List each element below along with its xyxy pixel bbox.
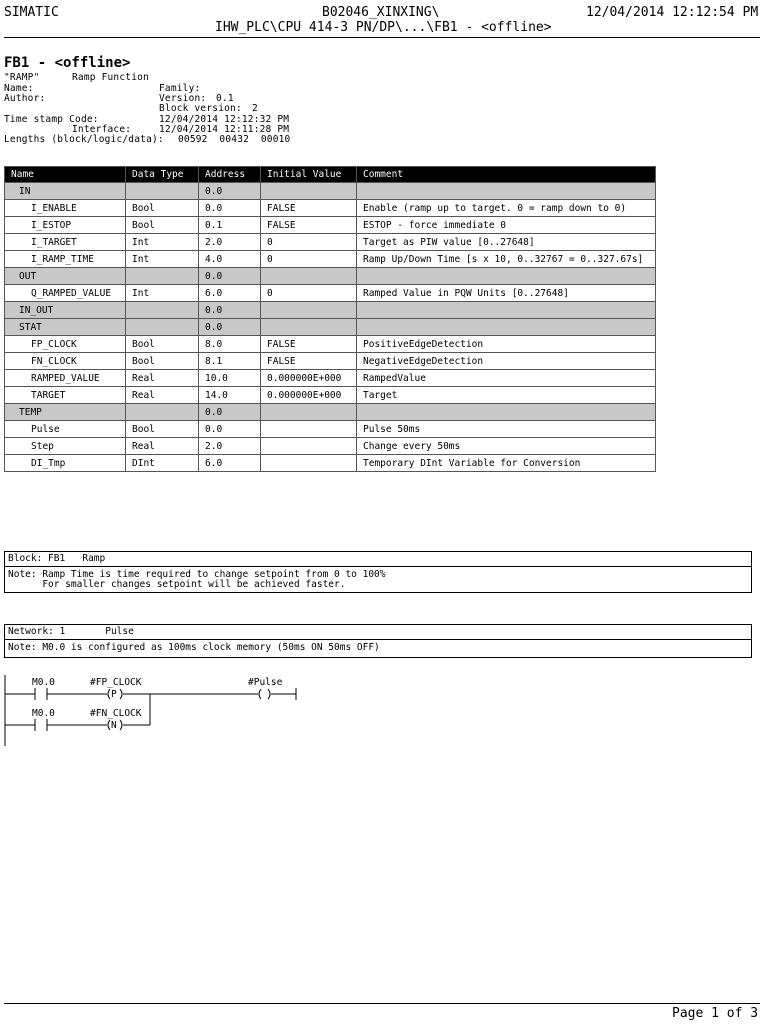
cell-type: Int	[126, 234, 199, 251]
table-row	[5, 455, 656, 472]
cell-initial-value: FALSE	[261, 217, 357, 234]
cell-type: Int	[126, 251, 199, 268]
cell-initial-value: FALSE	[261, 200, 357, 217]
table-row	[5, 336, 656, 353]
cell-initial-value: FALSE	[261, 353, 357, 370]
cell-initial-value	[261, 183, 357, 200]
cell-initial-value: 0	[261, 285, 357, 302]
family-label: Family:	[159, 83, 201, 94]
cell-name: TARGET	[5, 387, 126, 404]
cell-type: Real	[126, 387, 199, 404]
lengths-value: 00592 00432 00010	[178, 134, 291, 145]
pulse-coil-label: #Pulse	[248, 677, 283, 688]
cell-address: 0.0	[199, 268, 261, 285]
cell-address: 0.0	[199, 200, 261, 217]
cell-initial-value: 0	[261, 251, 357, 268]
lengths-label: Lengths (block/logic/data):	[4, 134, 164, 145]
col-type-header: Data Type	[126, 167, 199, 183]
cell-comment: PositiveEdgeDetection	[357, 336, 656, 353]
cell-type	[126, 302, 199, 319]
section-row	[5, 319, 656, 336]
cell-comment: NegativeEdgeDetection	[357, 353, 656, 370]
cell-address: 2.0	[199, 234, 261, 251]
cell-type: Bool	[126, 421, 199, 438]
timestamp-interface-value: 12/04/2014 12:11:28 PM	[159, 124, 290, 135]
cell-comment: Pulse 50ms	[357, 421, 656, 438]
cell-address: 0.1	[199, 217, 261, 234]
cell-comment: Target as PIW value [0..27648]	[357, 234, 656, 251]
cell-initial-value: 0.000000E+000	[261, 370, 357, 387]
cell-address: 8.1	[199, 353, 261, 370]
block-symbol: "RAMP"	[4, 72, 40, 83]
cell-initial-value	[261, 319, 357, 336]
table-row	[5, 370, 656, 387]
table-row	[5, 285, 656, 302]
col-address-header: Address	[199, 167, 261, 183]
declaration-body	[5, 183, 656, 472]
cell-name: RAMPED_VALUE	[5, 370, 126, 387]
section-row	[5, 302, 656, 319]
cell-type	[126, 183, 199, 200]
cell-comment	[357, 302, 656, 319]
header-rule	[4, 37, 760, 38]
cell-name: OUT	[5, 268, 126, 285]
cell-name: I_ESTOP	[5, 217, 126, 234]
cell-address: 14.0	[199, 387, 261, 404]
cell-comment: Ramped Value in PQW Units [0..27648]	[357, 285, 656, 302]
cell-comment: Temporary DInt Variable for Conversion	[357, 455, 656, 472]
block-note-line2: For smaller changes setpoint will be achieved faster.	[8, 579, 346, 590]
cell-comment	[357, 183, 656, 200]
cell-type	[126, 268, 199, 285]
table-header-row	[5, 167, 656, 183]
cell-name: Pulse	[5, 421, 126, 438]
section-row	[5, 404, 656, 421]
cell-name: IN	[5, 183, 126, 200]
cell-initial-value	[261, 438, 357, 455]
cell-name: STAT	[5, 319, 126, 336]
pulse-coil	[259, 689, 270, 699]
cell-name: IN_OUT	[5, 302, 126, 319]
cell-comment: Enable (ramp up to target. 0 = ramp down to 0)	[357, 200, 656, 217]
cell-type: Int	[126, 285, 199, 302]
block-version-value: 2	[252, 103, 258, 114]
block-note-title: Block: FB1 Ramp	[5, 552, 751, 567]
contact1-label: M0.0	[32, 677, 55, 688]
table-row	[5, 387, 656, 404]
block-note-box	[4, 551, 752, 593]
contact-m0-0-lower	[35, 719, 47, 731]
fn-clock-label: #FN_CLOCK	[90, 708, 142, 719]
cell-comment	[357, 268, 656, 285]
cell-address: 0.0	[199, 421, 261, 438]
fn-symbol: N	[111, 720, 117, 731]
block-path: IHW_PLC\CPU 414-3 PN/DP\...\FB1 - <offline>	[215, 20, 552, 35]
table-row	[5, 200, 656, 217]
ladder-diagram	[0, 670, 320, 750]
cell-type: Real	[126, 370, 199, 387]
cell-initial-value: 0.000000E+000	[261, 387, 357, 404]
cell-type: DInt	[126, 455, 199, 472]
timestamp-code-label: Time stamp Code:	[4, 114, 99, 125]
network-title: Network: 1 Pulse	[5, 625, 751, 640]
cell-comment: RampedValue	[357, 370, 656, 387]
cell-address: 0.0	[199, 302, 261, 319]
cell-type	[126, 404, 199, 421]
version-value: 0.1	[216, 93, 234, 104]
interface-label: Interface:	[72, 124, 132, 135]
cell-name: I_RAMP_TIME	[5, 251, 126, 268]
cell-address: 0.0	[199, 183, 261, 200]
contact-m0-0-upper	[35, 688, 47, 700]
cell-comment: ESTOP - force immediate 0	[357, 217, 656, 234]
cell-initial-value	[261, 302, 357, 319]
cell-comment: Ramp Up/Down Time [s x 10, 0..32767 = 0..327.67s]	[357, 251, 656, 268]
block-title: FB1 - <offline>	[4, 55, 131, 71]
cell-type: Bool	[126, 336, 199, 353]
section-row	[5, 183, 656, 200]
col-initial-header: Initial Value	[261, 167, 357, 183]
cell-comment: Change every 50ms	[357, 438, 656, 455]
col-comment-header: Comment	[357, 167, 656, 183]
cell-name: Step	[5, 438, 126, 455]
cell-comment: Target	[357, 387, 656, 404]
network-note: Note: M0.0 is configured as 100ms clock memory (50ms ON 50ms OFF)	[8, 642, 380, 653]
table-row	[5, 421, 656, 438]
table-row	[5, 438, 656, 455]
app-name: SIMATIC	[4, 5, 59, 20]
cell-name: I_TARGET	[5, 234, 126, 251]
version-label: Version:	[159, 93, 207, 104]
footer-rule	[4, 1003, 760, 1004]
declaration-table	[4, 166, 656, 472]
cell-initial-value: 0	[261, 234, 357, 251]
cell-name: DI_Tmp	[5, 455, 126, 472]
block-version-label: Block version:	[159, 103, 242, 114]
cell-type	[126, 319, 199, 336]
section-row	[5, 268, 656, 285]
table-row	[5, 353, 656, 370]
cell-comment	[357, 404, 656, 421]
cell-initial-value	[261, 268, 357, 285]
cell-address: 2.0	[199, 438, 261, 455]
cell-initial-value: FALSE	[261, 336, 357, 353]
cell-initial-value	[261, 455, 357, 472]
block-note-text	[5, 567, 751, 592]
cell-address: 8.0	[199, 336, 261, 353]
author-label: Author:	[4, 93, 46, 104]
cell-type: Bool	[126, 200, 199, 217]
block-symbol-comment: Ramp Function	[72, 72, 149, 83]
table-row	[5, 217, 656, 234]
page-number: Page 1 of 3	[672, 1006, 759, 1021]
cell-address: 4.0	[199, 251, 261, 268]
cell-name: Q_RAMPED_VALUE	[5, 285, 126, 302]
project-name: B02046_XINXING\	[322, 5, 440, 20]
cell-address: 0.0	[199, 319, 261, 336]
cell-initial-value	[261, 404, 357, 421]
name-label: Name:	[4, 83, 34, 94]
cell-type: Bool	[126, 217, 199, 234]
table-row	[5, 234, 656, 251]
print-datetime: 12/04/2014 12:12:54 PM	[586, 5, 759, 20]
cell-name: TEMP	[5, 404, 126, 421]
timestamp-code-value: 12/04/2014 12:12:32 PM	[159, 114, 290, 125]
cell-name: FP_CLOCK	[5, 336, 126, 353]
cell-name: I_ENABLE	[5, 200, 126, 217]
cell-address: 0.0	[199, 404, 261, 421]
cell-address: 6.0	[199, 285, 261, 302]
cell-name: FN_CLOCK	[5, 353, 126, 370]
contact2-label: M0.0	[32, 708, 55, 719]
cell-comment	[357, 319, 656, 336]
block-note-line1: Note: Ramp Time is time required to change setpoint from 0 to 100%	[8, 569, 386, 580]
cell-type: Real	[126, 438, 199, 455]
cell-address: 10.0	[199, 370, 261, 387]
cell-address: 6.0	[199, 455, 261, 472]
network-box	[4, 624, 752, 658]
table-row	[5, 251, 656, 268]
fp-clock-label: #FP_CLOCK	[90, 677, 142, 688]
cell-type: Bool	[126, 353, 199, 370]
fp-symbol: P	[111, 689, 117, 700]
col-name-header: Name	[5, 167, 126, 183]
cell-initial-value	[261, 421, 357, 438]
